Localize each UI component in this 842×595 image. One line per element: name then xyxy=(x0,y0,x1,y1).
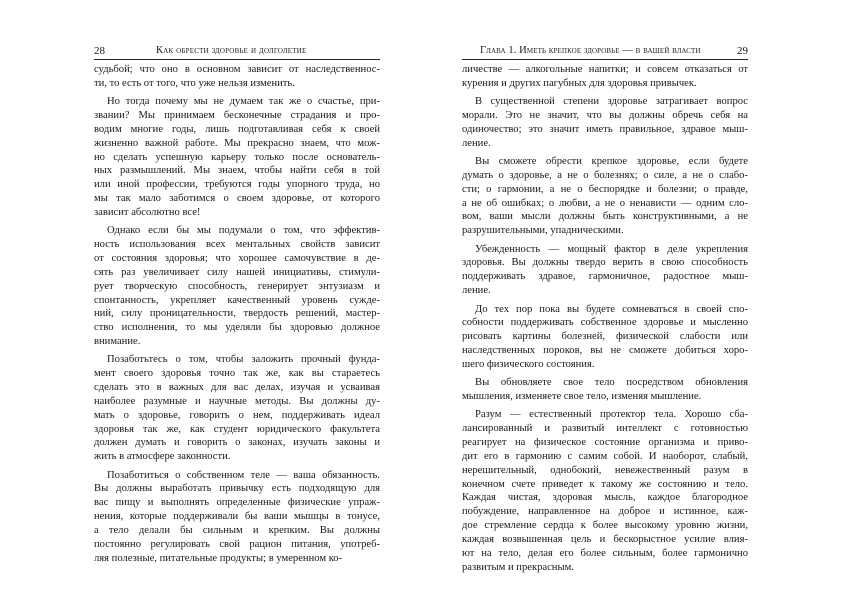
text-line: Убежденность — мощный фактор в деле укрепления xyxy=(475,243,748,255)
text-line: а не об ошибках; о любви, а не о ненависти — одним сло- xyxy=(462,197,748,209)
text-line: водим многие годы, лишь подготавливая себя к своей xyxy=(94,123,380,135)
text-line: здоровья так же, как студент юридического факультета xyxy=(94,423,380,435)
text-line: Но тогда почему мы не думаем так же о счастье, при- xyxy=(107,96,380,108)
right-page-body xyxy=(462,63,748,575)
text-line: вас пищу и выполнять определенные физические упраж- xyxy=(94,497,380,509)
text-line: Разум — естественный протектор тела. Хорошо сба- xyxy=(475,409,748,421)
text-line: нерешительный, однобокий, невежественный разум в xyxy=(462,464,748,476)
paragraph xyxy=(94,353,380,464)
text-line: от состояния здоровья; что хорошее самочувствие в де- xyxy=(94,252,380,264)
text-line: или иной профессии, требуются годы упорного труда, но xyxy=(94,179,380,191)
paragraph xyxy=(94,95,380,220)
text-line: здоровья. Вы должны твердо верить в свою способность xyxy=(462,257,748,269)
text-line: а тело делали бы сильным и крепким. Вы должны xyxy=(94,525,380,536)
text-line: ти, то есть от того, что уже нельзя изменить. xyxy=(94,77,295,89)
left-page-header xyxy=(94,44,380,58)
text-line: рисовать картины болезней, физической слабости или xyxy=(462,331,748,343)
text-line: одиночество; это значит иметь правильное, здравое мыш- xyxy=(462,123,748,135)
paragraph xyxy=(462,155,748,238)
text-line: Позаботьтесь о том, чтобы заложить прочный фунда- xyxy=(107,354,380,366)
text-line: мы так мало заботимся о своем здоровье, от которого xyxy=(94,193,380,205)
text-line: каждая возвышенная цель и бескорыстное усилие влия- xyxy=(462,534,748,545)
running-title: Как обрести здоровье и долголетие xyxy=(156,45,307,56)
paragraph xyxy=(94,63,380,91)
paragraph xyxy=(94,224,380,349)
text-line: ление. xyxy=(462,285,491,297)
text-line: должен думать и говорить о законах, изучать законы и xyxy=(94,437,380,449)
text-line: жизненно важной работе. Мы прекрасно знаем, что мож- xyxy=(94,137,380,149)
text-line: сделать это в важных для вас делах, изучая и усваивая xyxy=(94,382,380,394)
text-line: звании? Мы принимаем бесконечные страдания и про- xyxy=(94,110,380,122)
text-line: развитым и прекрасным. xyxy=(462,561,574,573)
text-line: нения, которые поддерживали бы ваши мышцы в тонусе, xyxy=(94,511,380,523)
text-line: сти; о гармонии, а не о беспорядке и болезни; о правде, xyxy=(462,183,748,195)
text-line: Вы должны выработать привычку есть подходящую для xyxy=(94,483,380,495)
text-line: Вы сможете обрести крепкое здоровье, если будете xyxy=(475,156,748,168)
paragraph xyxy=(462,303,748,372)
text-line: дит его в гармонию с самим собой. И наоборот, слабый, xyxy=(462,450,748,462)
text-line: сять раз увеличивает силу нашей инициативы, стимули- xyxy=(94,266,380,278)
text-line: внимание. xyxy=(94,336,141,348)
header-rule xyxy=(94,59,380,60)
paragraph xyxy=(94,469,380,566)
right-page-header xyxy=(462,44,748,58)
text-line: Однако если бы мы подумали о том, что эффектив- xyxy=(107,225,380,237)
text-line: ют на тело, делая его более сильным, более гармонично xyxy=(462,547,748,559)
text-line: судьбой; что оно в основном зависит от наследственнос- xyxy=(94,64,380,75)
text-line: ний, силу проницательности, твердость решений, мастер- xyxy=(94,308,380,320)
text-line: жить в атмосфере законности. xyxy=(94,451,231,463)
text-line: спонтанность, укрепляет качественный уровень сужде- xyxy=(94,294,380,306)
text-line: разрушительными, упадническими. xyxy=(462,225,624,237)
paragraph xyxy=(462,243,748,298)
text-line: В существенной степени здоровье затрагивает вопрос xyxy=(475,96,748,108)
page-number: 28 xyxy=(94,45,105,57)
text-line: мент своего здоровья точно так же, как вы стараетесь xyxy=(94,368,380,380)
text-line: собности поддерживать собственное здоровье и мысленно xyxy=(462,317,748,329)
text-line: ность использования всех ментальных свойств зависит xyxy=(94,239,380,251)
text-line: морали. Это не значит, что вы должны обречь себя на xyxy=(462,110,748,122)
text-line: дое стремление сердца к более высокому уровню жизни, xyxy=(462,520,748,532)
page-number: 29 xyxy=(737,45,748,57)
text-line: думать о здоровье, а не о болезнях; о силе, а не о слабо- xyxy=(462,169,748,181)
text-line: вом, ваши мысли должны быть конструктивными, а не xyxy=(462,211,748,223)
text-line: лансированный и развитый интеллект с готовностью xyxy=(462,423,748,435)
text-line: ных размышлений. Мы знаем, чтобы найти себя в той xyxy=(94,165,380,177)
text-line: Вы обновляете свое тело посредством обновления xyxy=(475,377,748,389)
text-line: ляя полезные, питательные продукты; в умеренном ко- xyxy=(94,552,343,564)
text-line: поддерживать здравое, гармоничное, радостное мыш- xyxy=(462,271,748,283)
right-page xyxy=(462,0,748,595)
text-line: мать о здоровье, говорить о нем, поддерживать идеал xyxy=(94,409,380,421)
left-page-body xyxy=(94,63,380,566)
text-line: наиболее разумные и научные методы. Вы должны ду- xyxy=(94,395,380,407)
text-line: реагирует на физическое состояние организма и приво- xyxy=(462,437,748,449)
running-title: Глава 1. Иметь крепкое здоровье — в вашей власти xyxy=(480,45,701,56)
text-line: шего физического состояния. xyxy=(462,358,595,370)
text-line: зависит абсолютно все! xyxy=(94,206,201,218)
paragraph xyxy=(462,95,748,150)
text-line: До тех пор пока вы будете сомневаться в своей спо- xyxy=(475,303,748,315)
text-line: Позаботиться о собственном теле — ваша обязанность. xyxy=(107,469,380,481)
text-line: постоянно регулировать свой рацион питания, употреб- xyxy=(94,538,380,550)
text-line: но сделать успешную карьеру только после основатель- xyxy=(94,151,380,163)
text-line: личестве — алкогольные напитки; и совсем отказаться от xyxy=(462,64,748,75)
text-line: ление. xyxy=(462,137,491,149)
paragraph xyxy=(462,63,748,91)
text-line: рует творческую способность, генерирует энтузиазм и xyxy=(94,280,380,292)
paragraph xyxy=(462,376,748,404)
text-line: Каждая чистая, здоровая мысль, каждое благородное xyxy=(462,492,748,504)
paragraph xyxy=(462,408,748,574)
text-line: курения и других пагубных для здоровья привычек. xyxy=(462,77,697,89)
text-line: мышления, изменяете свое тело, изменяя мышление. xyxy=(462,391,702,403)
text-line: наследственных пороков, вы не сможете добиться хоро- xyxy=(462,345,748,357)
left-page xyxy=(94,0,380,595)
text-line: побуждение, направленное на доброе и истинное, каж- xyxy=(462,506,748,518)
text-line: ство исполнения, то мы уделяли бы здоровью должное xyxy=(94,322,380,334)
text-line: конечном счете приведет к такому же состоянию и тело. xyxy=(462,478,748,490)
header-rule xyxy=(462,59,748,60)
